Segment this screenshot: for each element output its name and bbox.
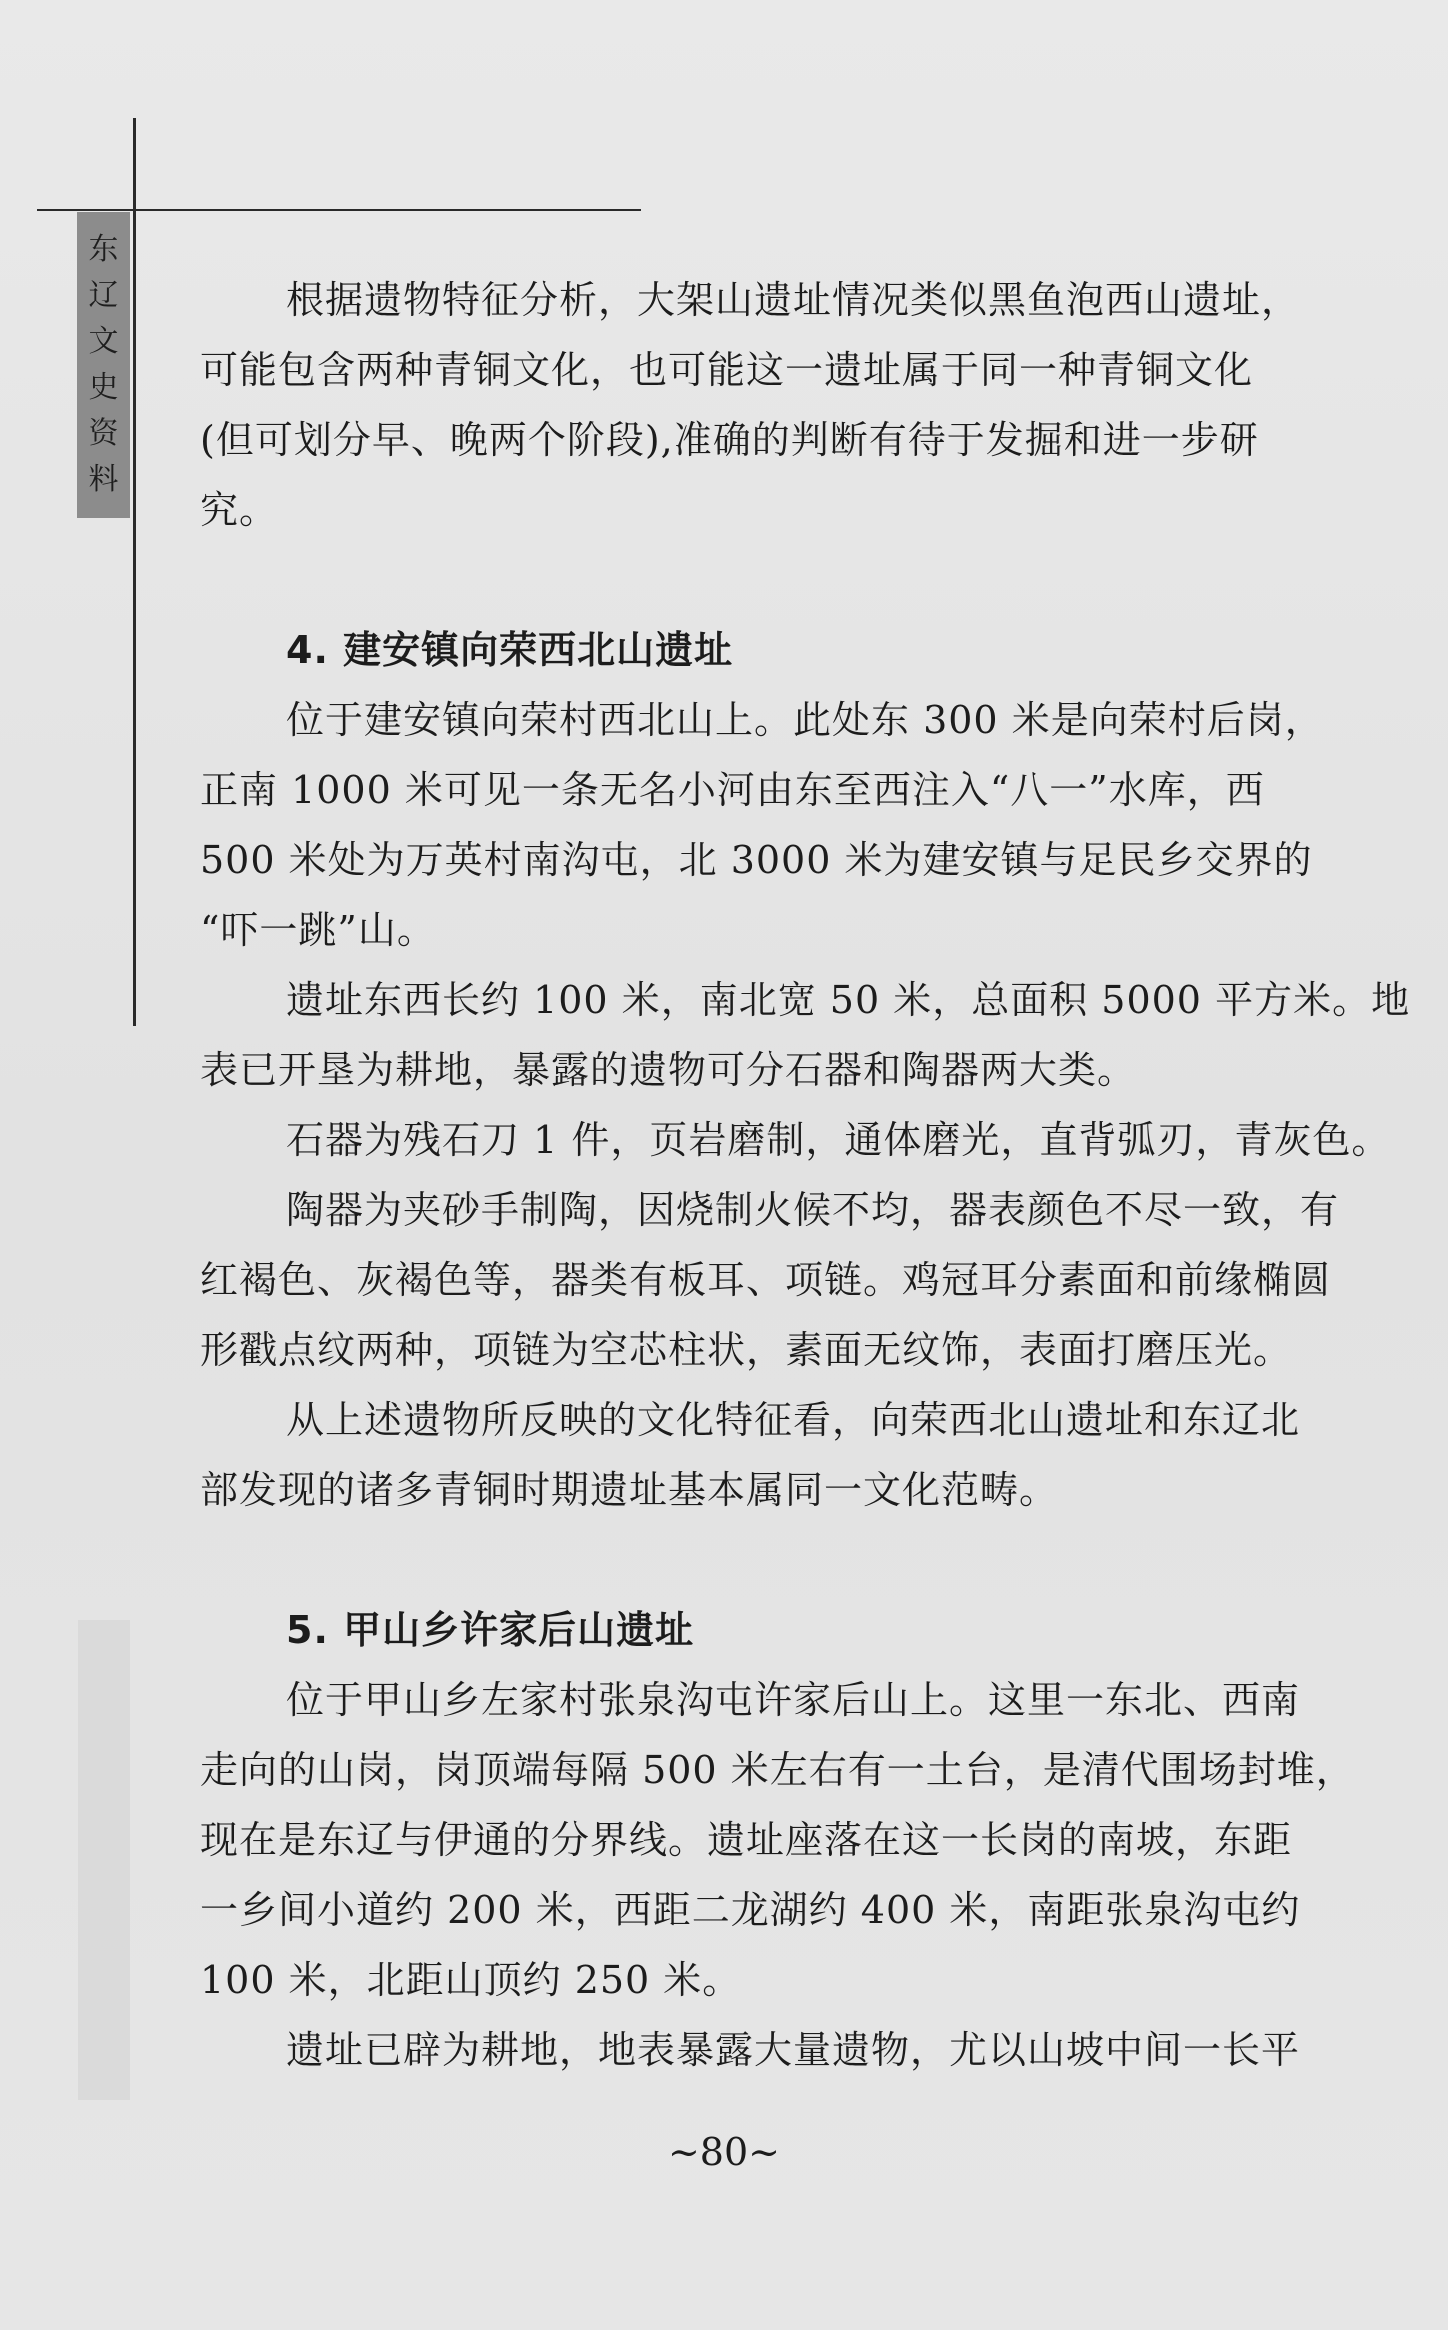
- paragraph-line: 根据遗物特征分析，大架山遗址情况类似黑鱼泡西山遗址，: [286, 278, 1301, 322]
- paragraph-line: 位于甲山乡左家村张泉沟屯许家后山上。这里一东北、西南: [286, 1678, 1301, 1722]
- side-tab-char: 东: [88, 232, 119, 267]
- side-tab-char: 辽: [88, 278, 119, 313]
- paragraph-line: 部发现的诸多青铜时期遗址基本属同一文化范畴。: [200, 1468, 1059, 1512]
- paragraph-line: 形戳点纹两种，项链为空芯柱状，素面无纹饰，表面打磨压光。: [200, 1328, 1293, 1372]
- side-tab-char: 史: [88, 370, 119, 405]
- side-tab-char: 料: [88, 462, 119, 497]
- paragraph-line: 表已开垦为耕地，暴露的遗物可分石器和陶器两大类。: [200, 1048, 1137, 1092]
- paragraph-line: 现在是东辽与伊通的分界线。遗址座落在这一长岗的南坡，东距: [200, 1818, 1293, 1862]
- paragraph-line: 100 米，北距山顶约 250 米。: [200, 1958, 742, 2002]
- paragraph-line: 陶器为夹砂手制陶，因烧制火候不均，器表颜色不尽一致，有: [286, 1188, 1340, 1232]
- side-tab-series-title: [77, 212, 130, 518]
- paragraph-line: 可能包含两种青铜文化，也可能这一遗址属于同一种青铜文化: [200, 348, 1254, 392]
- paragraph-line: 遗址已辟为耕地，地表暴露大量遗物，尤以山坡中间一长平: [286, 2028, 1301, 2072]
- paragraph-line: 石器为残石刀 1 件，页岩磨制，通体磨光，直背弧刃，青灰色。: [286, 1118, 1391, 1162]
- paragraph-line: “吓一跳”山。: [200, 908, 436, 952]
- paragraph-line: 500 米处为万英村南沟屯，北 3000 米为建安镇与足民乡交界的: [200, 838, 1313, 882]
- paragraph-line: 遗址东西长约 100 米，南北宽 50 米，总面积 5000 平方米。地: [286, 978, 1411, 1022]
- paragraph-line: 位于建安镇向荣村西北山上。此处东 300 米是向荣村后岗，: [286, 698, 1324, 742]
- paragraph-line: 从上述遗物所反映的文化特征看，向荣西北山遗址和东辽北: [286, 1398, 1301, 1442]
- section-heading-5: 5. 甲山乡许家后山遗址: [286, 1608, 695, 1652]
- decorative-side-band: [78, 1620, 130, 2100]
- header-horizontal-rule: [37, 209, 641, 211]
- paragraph-line: 究。: [200, 488, 279, 532]
- paragraph-line: 正南 1000 米可见一条无名小河由东至西注入“八一”水库，西: [200, 768, 1265, 812]
- paragraph-line: 一乡间小道约 200 米，西距二龙湖约 400 米，南距张泉沟屯约: [200, 1888, 1301, 1932]
- section-heading-4: 4. 建安镇向荣西北山遗址: [286, 628, 734, 672]
- side-tab-char: 文: [88, 324, 119, 359]
- paragraph-line: 走向的山岗，岗顶端每隔 500 米左右有一土台，是清代围场封堆，: [200, 1748, 1355, 1792]
- side-tab-char: 资: [88, 416, 119, 451]
- paragraph-line: (但可划分早、晚两个阶段),准确的判断有待于发掘和进一步研: [200, 418, 1259, 462]
- header-vertical-rule: [133, 118, 136, 1026]
- paragraph-line: 红褐色、灰褐色等，器类有板耳、项链。鸡冠耳分素面和前缘椭圆: [200, 1258, 1332, 1302]
- page-number: ~80~: [667, 2130, 781, 2174]
